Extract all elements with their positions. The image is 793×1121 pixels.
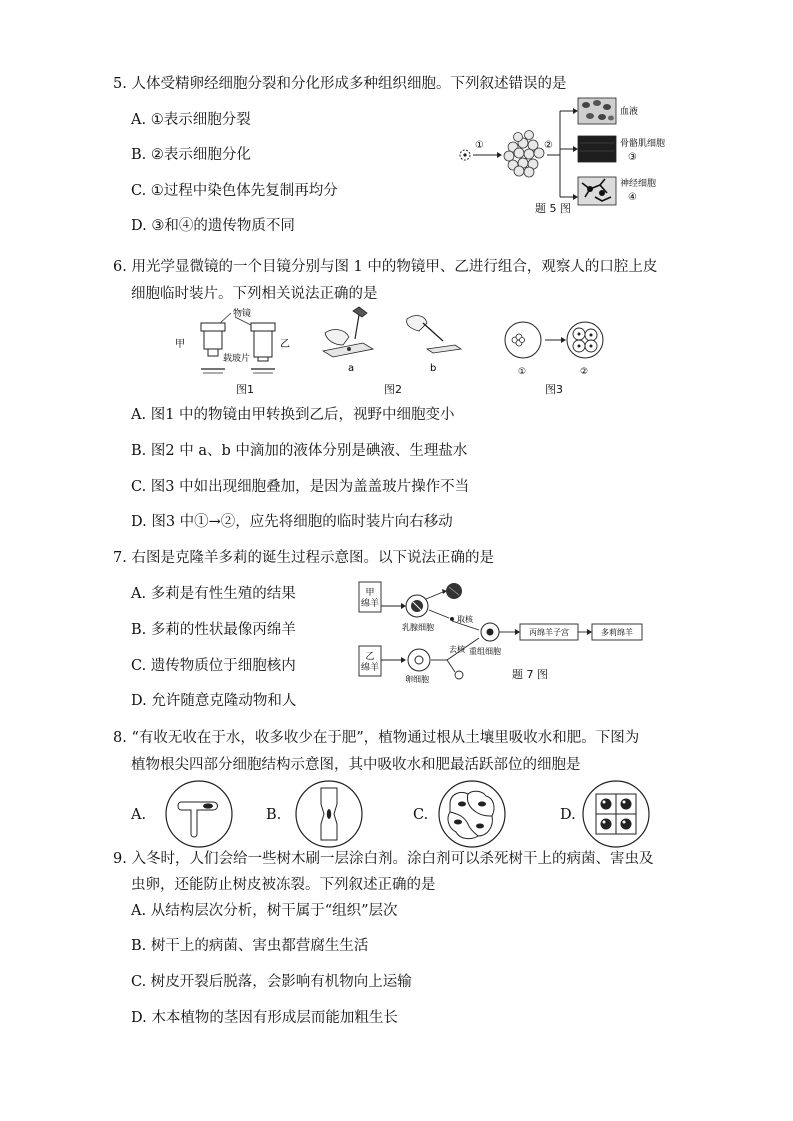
q7-label-mammary: 乳腺细胞 — [402, 623, 434, 632]
q7-sheep-a-1: 甲 — [365, 588, 375, 598]
q7-stem: 7. 右图是克隆羊多莉的诞生过程示意图。以下说法正确的是 — [113, 550, 494, 566]
q8-option-c: C. — [413, 807, 429, 823]
q7-figure — [357, 580, 657, 685]
q5-option-b: B. ②表示细胞分化 — [131, 147, 251, 163]
q9-option-d: D. 木本植物的茎因有形成层而能加粗生长 — [131, 1010, 398, 1026]
q7-label-recombined: 重组细胞 — [469, 647, 501, 656]
q5-option-c: C. ①过程中染色体先复制再均分 — [131, 183, 338, 199]
q9-stem-line2: 虫卵，还能防止树皮被冻裂。下列叙述正确的是 — [131, 877, 436, 893]
q7-label-egg: 卵细胞 — [405, 675, 429, 684]
q8-cell-c — [436, 778, 508, 850]
q8-cell-b — [293, 778, 365, 850]
q6-stem-line1: 6. 用光学显微镜的一个目镜分别与图 1 中的物镜甲、乙进行组合，观察人的口腔上皮 — [113, 259, 658, 275]
q6-figure1 — [173, 305, 288, 400]
q8-stem-line1: 8. “有收无收在于水，收多收少在于肥”，植物通过根从土壤里吸收水和肥。下图为 — [113, 730, 640, 746]
q5-marker-4: ④ — [628, 192, 637, 203]
q6-option-d: D. 图3 中①→②，应先将细胞的临时装片向右移动 — [131, 514, 453, 530]
q5-label-muscle: 骨骼肌细胞 — [620, 139, 666, 149]
q5-label-nerve: 神经细胞 — [620, 179, 657, 189]
q9-option-b: B. 树干上的病菌、害虫都营腐生生活 — [131, 938, 369, 954]
q7-caption: 题 7 图 — [512, 668, 548, 681]
q8-option-b: B. — [266, 807, 282, 823]
q7-sheep-b-1: 乙 — [365, 652, 375, 662]
q7-label-uterus: 丙绵羊子宫 — [529, 628, 569, 637]
q6-stem-line2: 细胞临时装片。下列相关说法正确的是 — [131, 286, 378, 302]
q7-option-d: D. 允许随意克隆动物和人 — [131, 693, 297, 709]
q6-label-jia: 甲 — [175, 339, 185, 350]
q5-marker-2: ② — [544, 140, 553, 151]
q6-figure3 — [503, 318, 608, 383]
q6-option-a: A. 图1 中的物镜由甲转换到乙后，视野中细胞变小 — [131, 407, 455, 423]
q6-label-b: b — [430, 363, 437, 374]
q6-figure2 — [315, 305, 470, 375]
q6-label-yi: 乙 — [280, 339, 290, 350]
q5-option-d: D. ③和④的遗传物质不同 — [131, 218, 295, 234]
q9-option-a: A. 从结构层次分析，树干属于“组织”层次 — [131, 903, 398, 919]
q7-sheep-b-2: 绵羊 — [360, 663, 380, 673]
q6-label-c2: ② — [580, 367, 589, 377]
q6-label-c1: ① — [518, 367, 527, 377]
q6-option-b: B. 图2 中 a、b 中滴加的液体分别是碘液、生理盐水 — [131, 443, 468, 459]
q5-label-blood: 血液 — [620, 107, 639, 117]
q8-cell-d — [580, 778, 652, 850]
q7-option-a: A. 多莉是有性生殖的结果 — [131, 586, 296, 602]
blood-image — [578, 98, 616, 124]
q8-stem-line2: 植物根尖四部分细胞结构示意图，其中吸收水和肥最活跃部位的细胞是 — [131, 757, 581, 773]
q5-option-a: A. ①表示细胞分裂 — [131, 112, 251, 128]
q5-stem: 5. 人体受精卵经细胞分裂和分化形成多种组织细胞。下列叙述错误的是 — [113, 76, 567, 92]
q7-option-c: C. 遗传物质位于细胞核内 — [131, 658, 296, 674]
muscle-image — [578, 136, 616, 162]
q5-marker-3: ③ — [628, 152, 637, 163]
q7-sheep-a-2: 绵羊 — [360, 599, 380, 609]
q8-option-d: D. — [560, 807, 576, 823]
q7-label-enucleate: 去核 — [449, 645, 465, 654]
q5-marker-1: ① — [475, 140, 484, 151]
q6-label-objective: 物镜 — [233, 309, 252, 319]
q7-label-take-nucleus: 取核 — [457, 615, 473, 624]
q5-caption: 题 5 图 — [535, 202, 571, 215]
q6-caption-fig2: 图2 — [384, 383, 402, 396]
q6-label-a: a — [348, 363, 355, 374]
q9-stem-line1: 9. 入冬时，人们会给一些树木刷一层涂白剂。涂白剂可以杀死树干上的病菌、害虫及 — [113, 851, 654, 867]
q6-caption-fig1: 图1 — [236, 383, 254, 396]
nerve-image — [578, 177, 616, 205]
q8-option-a: A. — [131, 807, 147, 823]
cell-mass — [504, 131, 544, 178]
q8-cell-a — [163, 778, 235, 850]
q7-option-b: B. 多莉的性状最像丙绵羊 — [131, 622, 296, 638]
q9-option-c: C. 树皮开裂后脱落，会影响有机物向上运输 — [131, 974, 412, 990]
q6-caption-fig3: 图3 — [545, 383, 563, 396]
q6-option-c: C. 图3 中如出现细胞叠加，是因为盖盖玻片操作不当 — [131, 479, 470, 495]
q7-label-dolly: 多莉绵羊 — [601, 628, 633, 637]
q6-label-slide: 载玻片 — [223, 354, 251, 364]
